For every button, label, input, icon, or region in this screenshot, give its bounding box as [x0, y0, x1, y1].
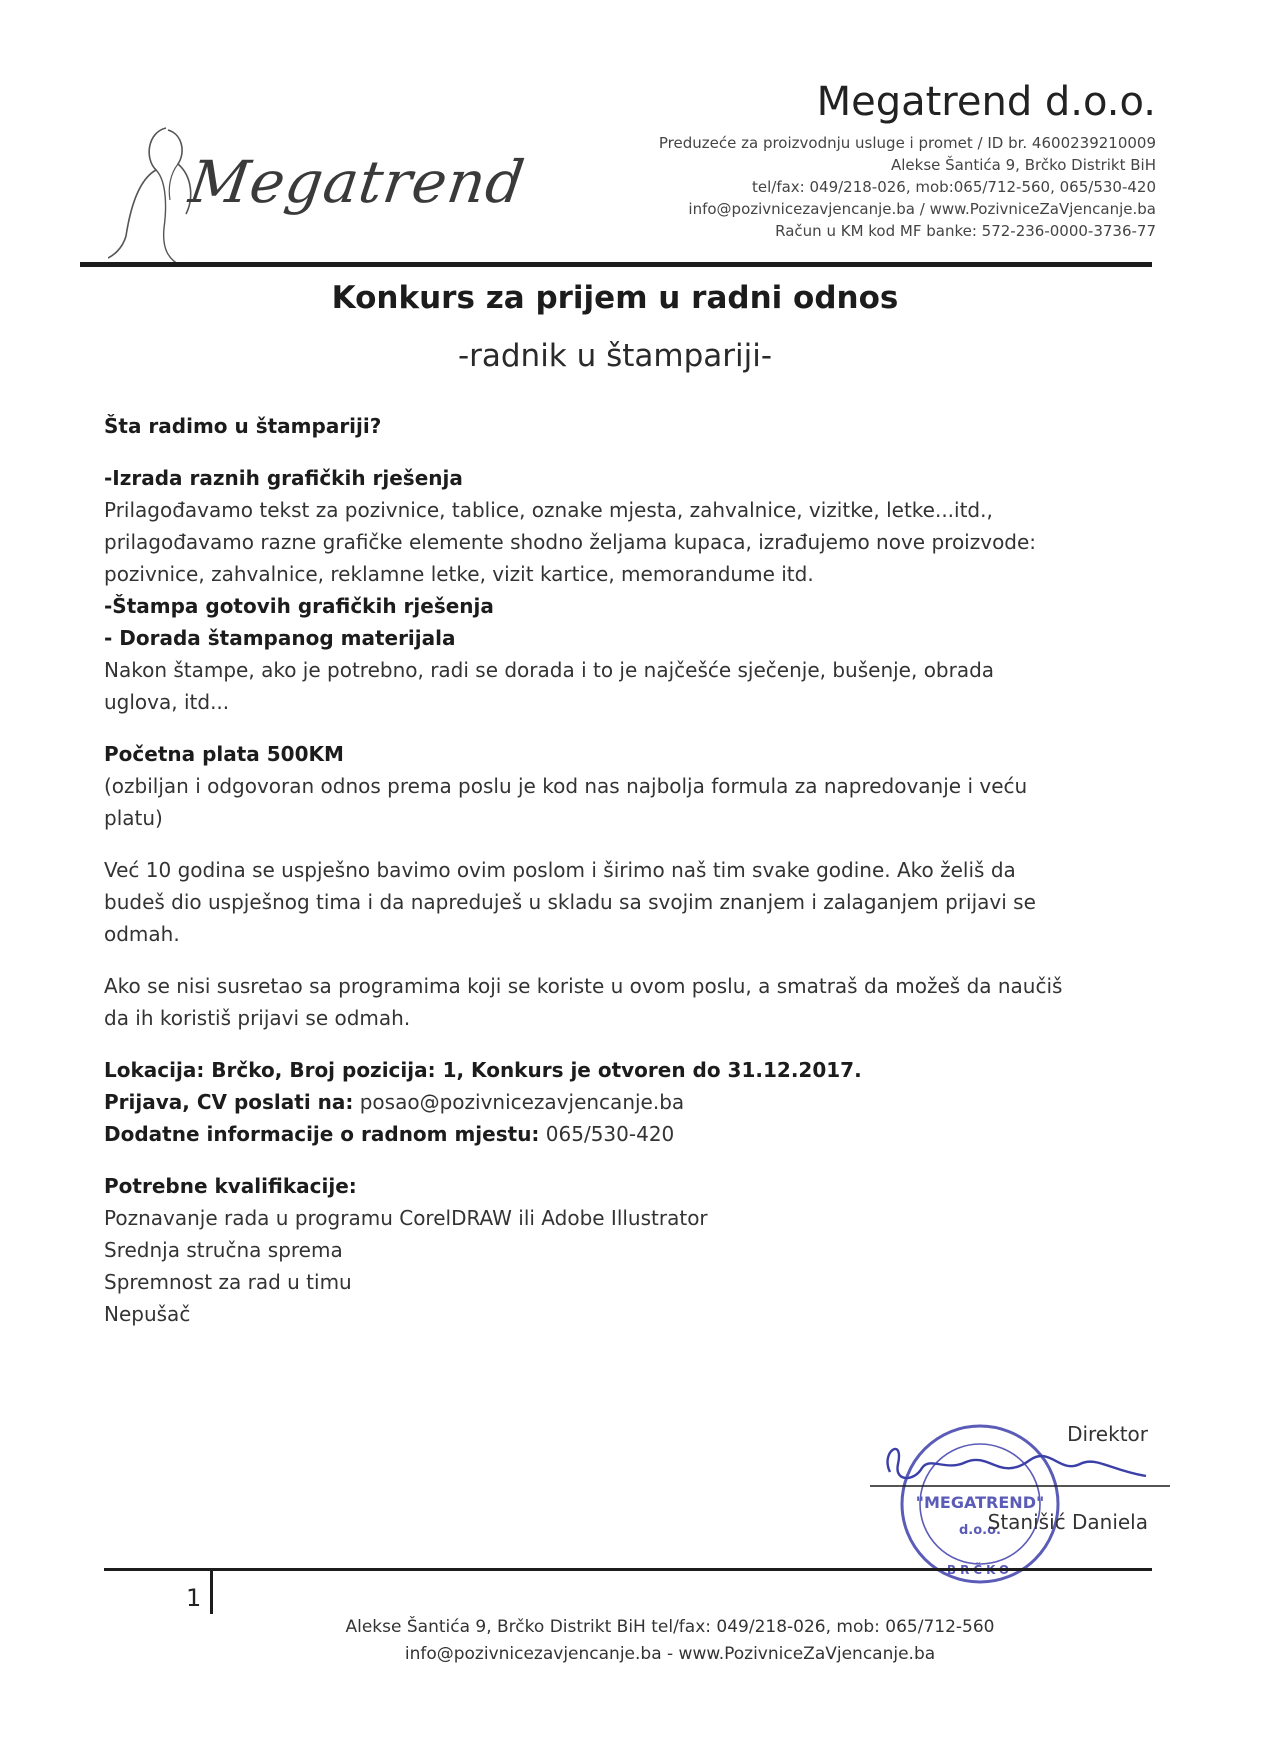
- company-info: [456, 80, 1156, 242]
- item-heading: - Dorada štampanog materijala: [104, 626, 456, 650]
- page-number-bar: [210, 1570, 213, 1614]
- svg-text:"MEGATREND": "MEGATREND": [915, 1493, 1045, 1512]
- svg-text:d.o.o.: d.o.o.: [959, 1523, 1001, 1538]
- document-body: [104, 410, 1144, 1330]
- qualification-item: Nepušač: [104, 1302, 191, 1326]
- qualifications-heading: Potrebne kvalifikacije:: [104, 1174, 357, 1198]
- body-line: prilagođavamo razne grafičke elemente shodno željama kupaca, izrađujemo nove proizvode:: [104, 530, 1037, 554]
- header-divider: [80, 262, 1152, 267]
- apply-email: posao@pozivnicezavjencanje.ba: [359, 1090, 685, 1114]
- body-line: odmah.: [104, 922, 180, 946]
- body-line: da ih koristiš prijavi se odmah.: [104, 1006, 411, 1030]
- signature-name: Stanišić Daniela: [987, 1510, 1148, 1534]
- body-line: Ako se nisi susretao sa programima koji se koriste u ovom poslu, a smatraš da možeš da naučiš: [104, 974, 1063, 998]
- body-line: Prilagođavamo tekst za pozivnice, tablice, oznake mjesta, zahvalnice, vizitke, letke...itd.,: [104, 498, 993, 522]
- logo-wordmark: Megatrend: [185, 148, 530, 216]
- location-line: Lokacija: Brčko, Broj pozicija: 1, Konkurs je otvoren do 31.12.2017.: [104, 1058, 862, 1082]
- qualification-item: Poznavanje rada u programu CorelDRAW ili Adobe Illustrator: [104, 1206, 708, 1230]
- item-heading: -Izrada raznih grafičkih rješenja: [104, 466, 463, 490]
- company-line: Račun u KM kod MF banke: 572-236-0000-3736-77: [775, 222, 1156, 240]
- apply-label: Prijava, CV poslati na:: [104, 1090, 354, 1114]
- footer-line: info@pozivnicezavjencanje.ba - www.PozivniceZaVjencanje.ba: [404, 1644, 936, 1664]
- info-phone: 065/530-420: [545, 1122, 675, 1146]
- body-line: uglova, itd...: [104, 690, 230, 714]
- footer-divider: [104, 1568, 1152, 1571]
- signature-role: Direktor: [1067, 1422, 1148, 1446]
- footer-line: Alekse Šantića 9, Brčko Distrikt BiH tel/fax: 049/218-026, mob: 065/712-560: [345, 1617, 995, 1637]
- company-line: tel/fax: 049/218-026, mob:065/712-560, 065/530-420: [751, 178, 1156, 196]
- company-logo: [108, 118, 530, 268]
- body-line: Već 10 godina se uspješno bavimo ovim poslom i širimo naš tim svake godine. Ako želiš da: [104, 858, 1016, 882]
- signature-block: [870, 1412, 1170, 1592]
- document-subtitle: -radnik u štampariji-: [457, 338, 773, 374]
- info-line: [104, 1118, 1144, 1150]
- page-number: 1: [186, 1584, 202, 1612]
- qualification-item: Srednja stručna sprema: [104, 1238, 343, 1262]
- section-heading: Šta radimo u štampariji?: [104, 414, 382, 438]
- document-title: Konkurs za prijem u radni odnos: [331, 280, 899, 316]
- body-line: budeš dio uspješnog tima i da napreduješ u skladu sa svojim znanjem i zalaganjem prijavi se: [104, 890, 1036, 914]
- company-line: Preduzeće za proizvodnju usluge i promet / ID br. 4600239210009: [658, 134, 1156, 152]
- body-line: (ozbiljan i odgovoran odnos prema poslu je kod nas najbolja formula za napredovanje i veću: [104, 774, 1028, 798]
- qualification-item: Spremnost za rad u timu: [104, 1270, 352, 1294]
- body-line: Nakon štampe, ako je potrebno, radi se dorada i to je najčešće sječenje, bušenje, obrada: [104, 658, 995, 682]
- body-line: platu): [104, 806, 163, 830]
- info-label: Dodatne informacije o radnom mjestu:: [104, 1122, 540, 1146]
- salary-heading: Početna plata 500KM: [104, 742, 344, 766]
- footer: [220, 1614, 1120, 1668]
- apply-line: [104, 1086, 1144, 1118]
- body-line: pozivnice, zahvalnice, reklamne letke, vizit kartice, memorandume itd.: [104, 562, 814, 586]
- company-line: Alekse Šantića 9, Brčko Distrikt BiH: [890, 156, 1156, 174]
- item-heading: -Štampa gotovih grafičkih rješenja: [104, 594, 494, 618]
- company-line: info@pozivnicezavjencanje.ba / www.PozivniceZaVjencanje.ba: [688, 200, 1156, 218]
- company-name: Megatrend d.o.o.: [816, 79, 1156, 125]
